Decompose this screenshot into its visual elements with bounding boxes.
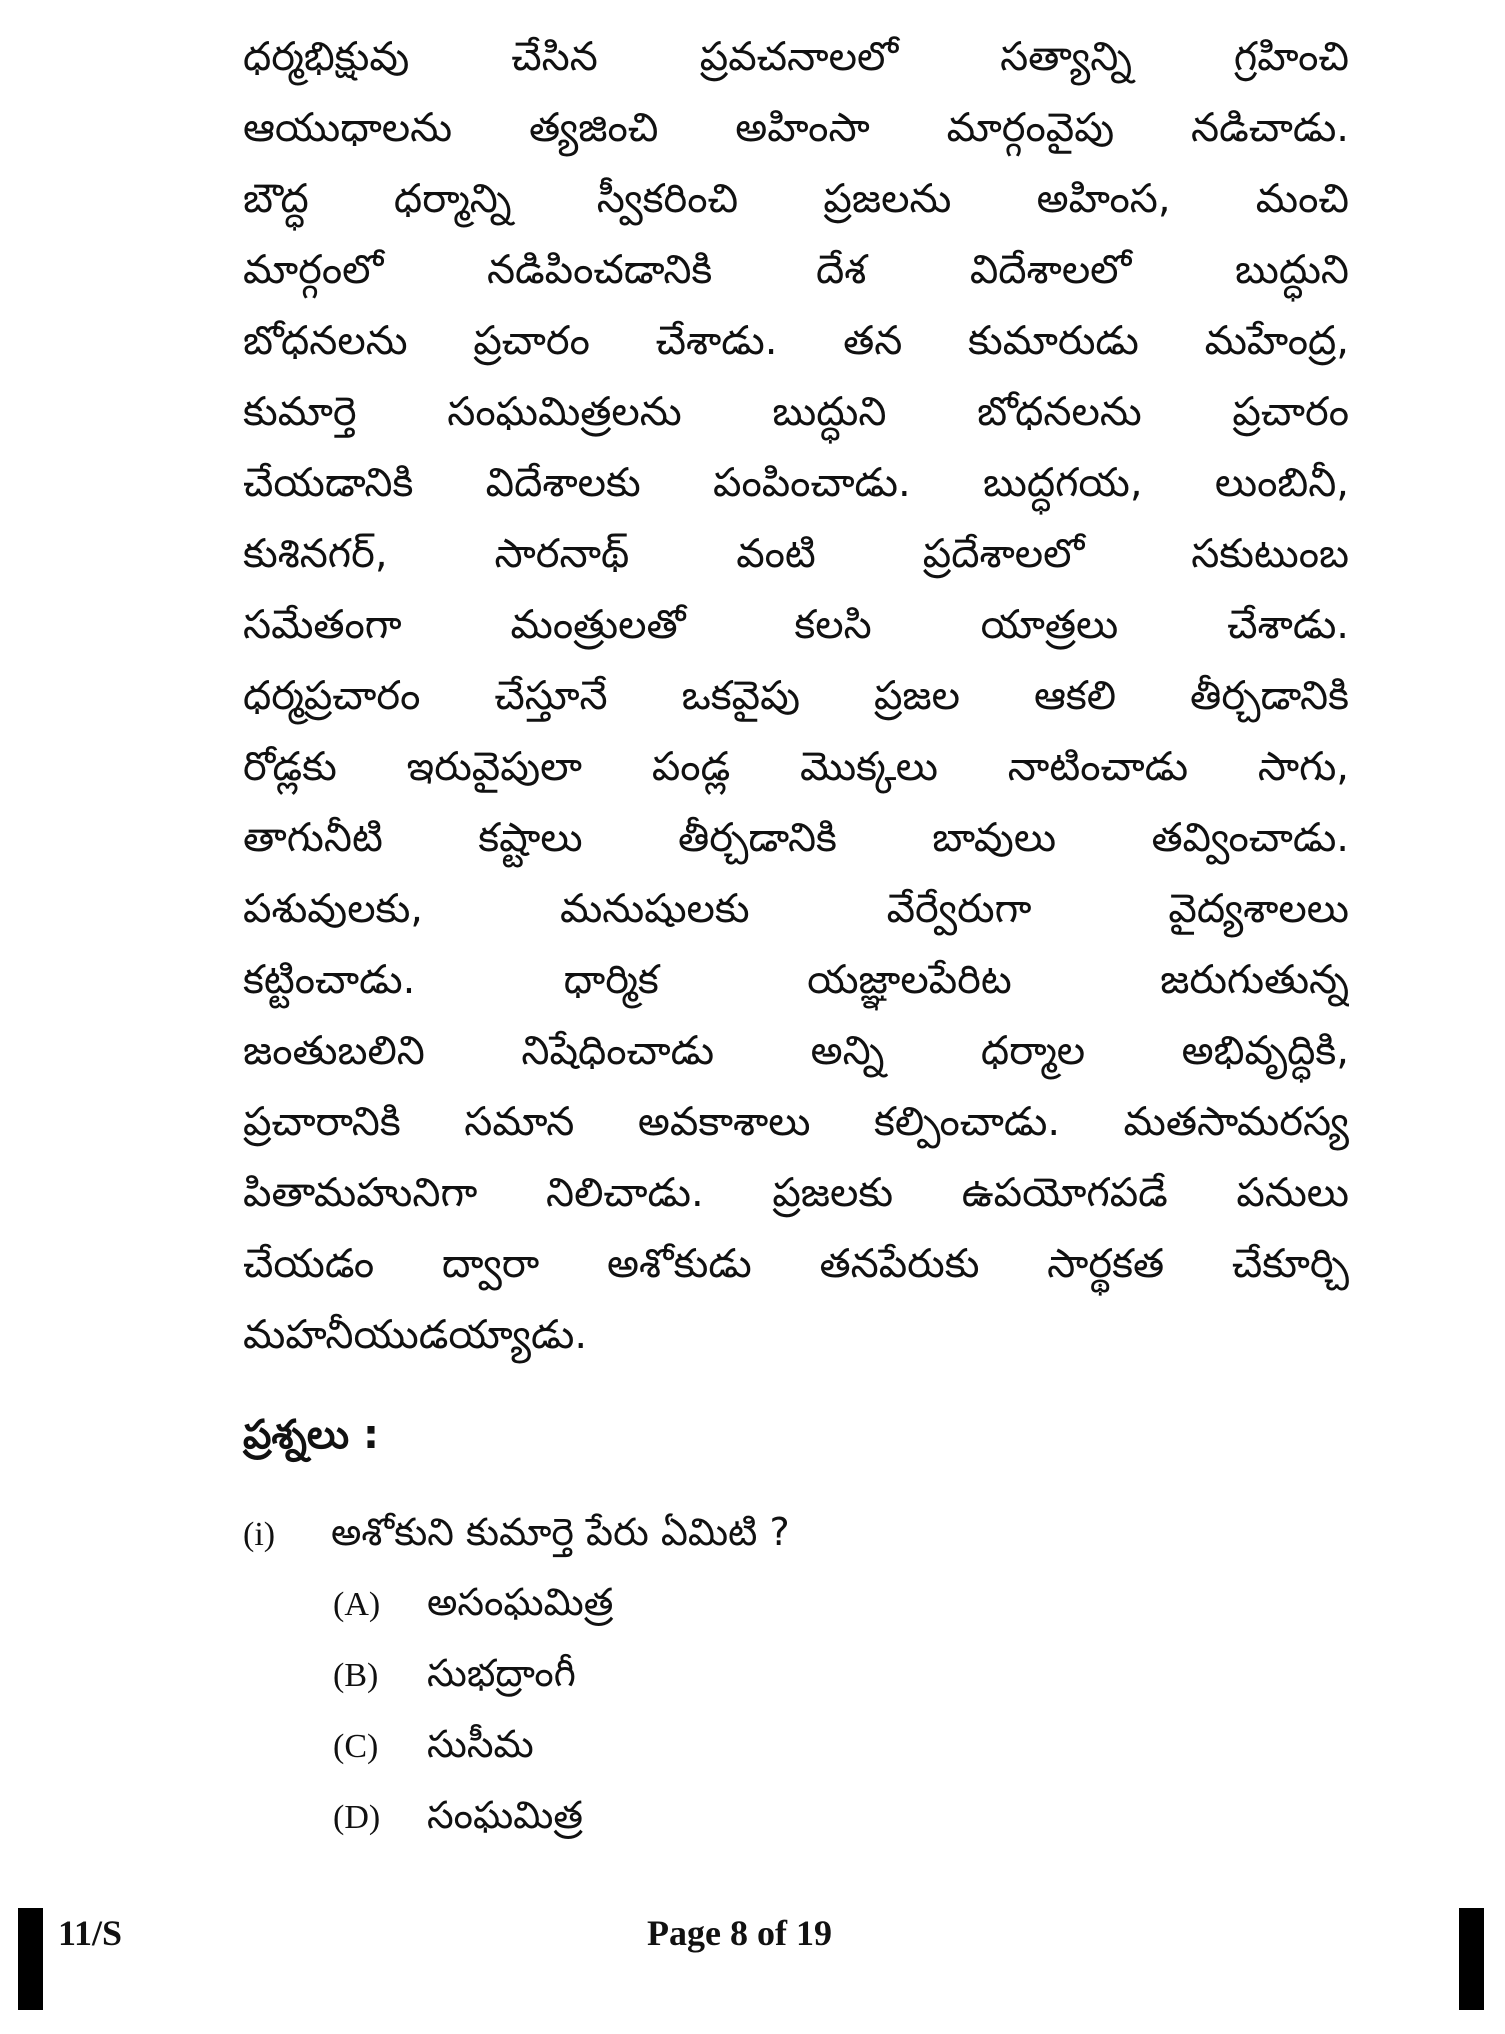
passage-line: పశువులకు, మనుషులకు వేర్వేరుగా వైద్యశాలలు xyxy=(243,886,1349,932)
option-b xyxy=(333,1651,576,1705)
option-a xyxy=(333,1580,613,1634)
question-number: (i) xyxy=(243,1516,276,1553)
passage-line: రోడ్లకు ఇరువైపులా పండ్ల మొక్కలు నాటించాడు సాగు, xyxy=(243,744,1349,790)
passage-line: చేయడం ద్వారా అశోకుడు తనపేరుకు సార్థకత చేకూర్చి xyxy=(243,1241,1349,1287)
option-c xyxy=(333,1722,534,1776)
right-margin-bar xyxy=(1459,1908,1484,2010)
left-margin-bar xyxy=(18,1908,43,2010)
option-text: సంఘమిత్ర xyxy=(427,1793,583,1837)
passage xyxy=(243,22,1349,1371)
passage-line: ధర్మప్రచారం చేస్తూనే ఒకవైపు ప్రజల ఆకలి తీర్చడానికి xyxy=(243,673,1349,719)
option-text: సుసీమ xyxy=(427,1722,534,1766)
passage-line: ప్రచారానికి సమాన అవకాశాలు కల్పించాడు. మతసామరస్య xyxy=(243,1099,1349,1145)
paper-code: 11/S xyxy=(58,1913,123,1953)
passage-line: తాగునీటి కష్టాలు తీర్చడానికి బావులు తవ్వించాడు. xyxy=(243,815,1349,861)
passage-line: సమేతంగా మంత్రులతో కలసి యాత్రలు చేశాడు. xyxy=(243,602,1349,648)
page-number: Page 8 of 19 xyxy=(647,1913,832,1953)
passage-line: జంతుబలిని నిషేధించాడు అన్ని ధర్మాల అభివృద్ధికి, xyxy=(243,1028,1349,1074)
passage-line: బోధనలను ప్రచారం చేశాడు. తన కుమారుడు మహేంద్ర, xyxy=(243,318,1349,364)
question-text: అశోకుని కుమార్తె పేరు ఏమిటి ? xyxy=(331,1510,790,1554)
passage-line: ధర్మభిక్షువు చేసిన ప్రవచనాలలో సత్యాన్ని గ్రహించి xyxy=(243,34,1349,80)
option-text: సుభద్రాంగీ xyxy=(427,1651,576,1695)
passage-line: మార్గంలో నడిపించడానికి దేశ విదేశాలలో బుద్ధుని xyxy=(243,247,1349,293)
option-label: (D) xyxy=(333,1799,381,1836)
passage-line: కుశినగర్, సారనాథ్ వంటి ప్రదేశాలలో సకుటుంబ xyxy=(243,531,1349,577)
question xyxy=(243,1510,790,1564)
questions-heading: ప్రశ్నలు : xyxy=(243,1412,380,1458)
passage-line: పితామహునిగా నిలిచాడు. ప్రజలకు ఉపయోగపడే పనులు xyxy=(243,1170,1349,1216)
passage-line: కుమార్తె సంఘమిత్రలను బుద్ధుని బోధనలను ప్రచారం xyxy=(243,389,1349,435)
passage-line: చేయడానికి విదేశాలకు పంపించాడు. బుద్ధగయ, లుంబినీ, xyxy=(243,460,1349,506)
passage-line: మహనీయుడయ్యాడు. xyxy=(243,1312,588,1358)
option-label: (B) xyxy=(333,1657,379,1694)
option-text: అసంఘమిత్ర xyxy=(427,1580,614,1624)
passage-line: బౌద్ధ ధర్మాన్ని స్వీకరించి ప్రజలను అహింస, మంచి xyxy=(243,176,1349,222)
passage-line: ఆయుధాలను త్యజించి అహింసా మార్గంవైపు నడిచాడు. xyxy=(243,105,1349,151)
option-d xyxy=(333,1793,583,1847)
passage-line: కట్టించాడు. ధార్మిక యజ్ఞాలపేరిట జరుగుతున్న xyxy=(243,957,1349,1003)
option-label: (C) xyxy=(333,1728,379,1765)
option-label: (A) xyxy=(333,1586,381,1623)
